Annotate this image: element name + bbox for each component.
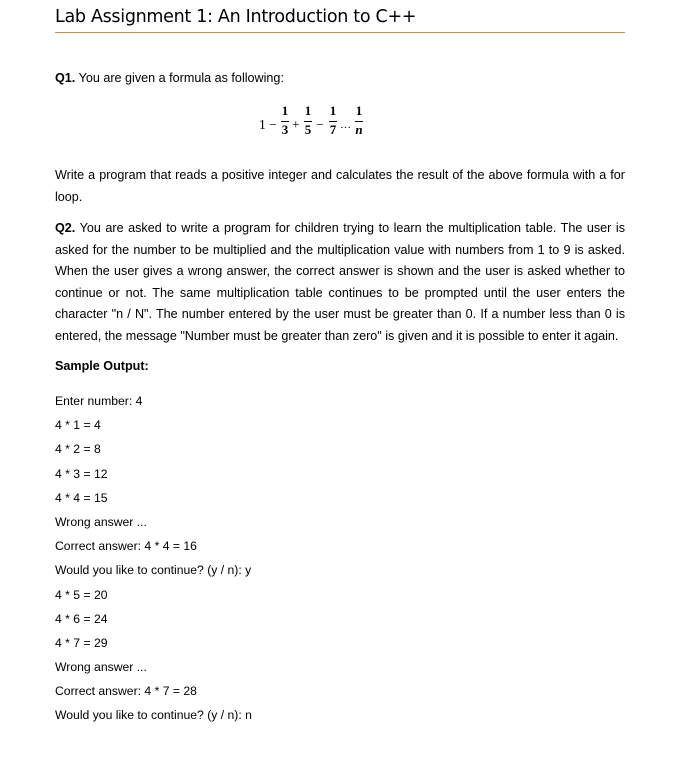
output-line: Enter number: 4 (55, 394, 143, 408)
output-line: 4 * 1 = 4 (55, 418, 101, 433)
output-line: 4 * 7 = 29 (55, 635, 108, 650)
output-line: Correct answer: 4 * 7 = 28 (55, 684, 197, 699)
fraction-4-denominator: n (355, 122, 363, 137)
output-line: Correct answer: 4 * 4 = 16 (55, 539, 197, 554)
question-1-text: You are given a formula as following: (75, 71, 284, 85)
output-line: Wrong answer ... (55, 660, 147, 675)
output-line: Would you like to continue? (y / n): y (55, 563, 252, 578)
formula-op-1: − (269, 117, 277, 132)
fraction-1-numerator: 1 (281, 103, 289, 118)
output-line: 4 * 2 = 8 (55, 442, 101, 457)
document-title: Lab Assignment 1: An Introduction to C++ (55, 6, 625, 33)
formula-lead: 1 (259, 117, 266, 132)
output-line: Wrong answer ... (55, 514, 147, 529)
output-line: 4 * 5 = 20 (55, 587, 108, 602)
formula-op-4: … (340, 119, 351, 131)
sample-output-heading: Sample Output: (55, 359, 149, 373)
fraction-2-numerator: 1 (304, 103, 312, 118)
fraction-2-denominator: 5 (304, 122, 312, 137)
question-1-intro (55, 71, 284, 85)
output-line: 4 * 3 = 12 (55, 466, 108, 481)
fraction-4-numerator: 1 (355, 103, 363, 118)
formula-op-2: + (292, 117, 300, 132)
question-2-paragraph (55, 218, 625, 348)
question-2-label: Q2. (55, 221, 76, 235)
output-line: 4 * 4 = 15 (55, 490, 108, 505)
question-1-task: Write a program that reads a positive integer and calculates the result of the above formula with a for loop. (55, 168, 625, 204)
formula-op-3: − (316, 117, 324, 132)
fraction-3-denominator: 7 (329, 122, 337, 137)
question-1-label: Q1. (55, 71, 76, 85)
fraction-3-numerator: 1 (329, 103, 337, 118)
question-2-text: You are asked to write a program for children trying to learn the multiplication table. The user is asked for the number to be multiplied and the multiplication value with numbers from 1 to 9 is asked. When the user gives a wrong answer, the correct answer is shown and the user is asked whether to continue or not. The same multiplication table continues to be prompted until the user enters the character "n / N". The number entered by the user must be greater than 0. If a number less than 0 is entered, the message "Number must be greater than zero" is given and it is possible to enter it again. (55, 221, 625, 343)
fraction-1-denominator: 3 (281, 122, 289, 137)
output-line: Would you like to continue? (y / n): n (55, 708, 252, 723)
output-line: 4 * 6 = 24 (55, 611, 108, 626)
sample-output-lines (55, 389, 252, 728)
